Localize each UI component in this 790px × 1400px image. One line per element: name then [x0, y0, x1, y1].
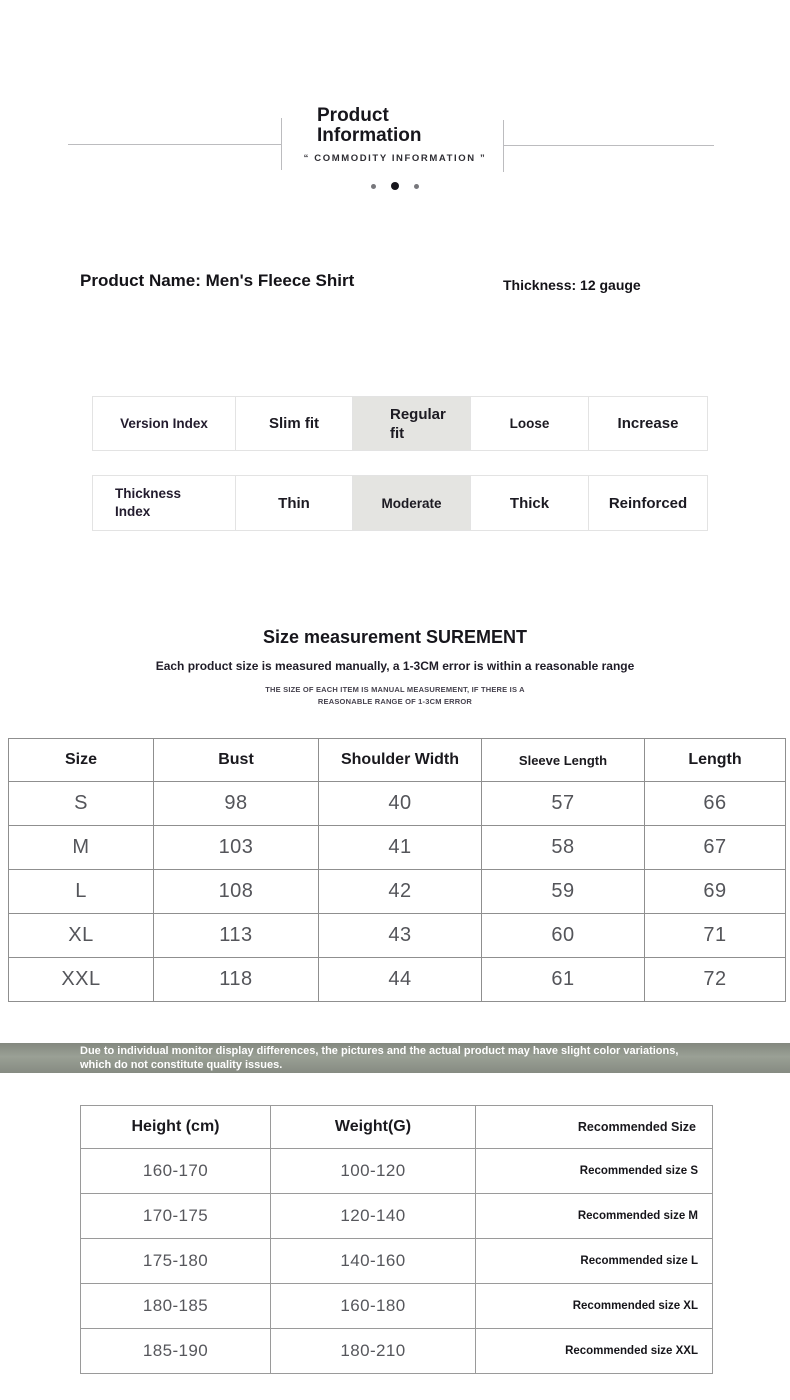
size-table-header-sleeve: Sleeve Length [482, 739, 645, 782]
size-cell: L [9, 870, 154, 914]
recommend-row-xl [81, 1284, 713, 1329]
size-cell: 71 [645, 914, 786, 958]
size-table-header-size: Size [9, 739, 154, 782]
size-section-note-line1: THE SIZE OF EACH ITEM IS MANUAL MEASUREMENT, IF THERE IS A [265, 685, 525, 694]
size-table-row-l [9, 870, 786, 914]
recommend-row-m [81, 1194, 713, 1239]
size-cell: 58 [482, 826, 645, 870]
size-section-subtitle: Each product size is measured manually, a 1-3CM error is within a reasonable range [155, 659, 635, 673]
size-cell: 42 [319, 870, 482, 914]
thickness-index-label: Thickness Index [92, 475, 236, 531]
recommend-table-header-row [81, 1106, 713, 1149]
size-section-note [0, 684, 790, 708]
size-table-header-bust: Bust [154, 739, 319, 782]
size-cell: 44 [319, 958, 482, 1002]
size-cell: 66 [645, 782, 786, 826]
size-cell: 61 [482, 958, 645, 1002]
title-left-rule [68, 144, 281, 145]
recommend-cell: 160-170 [81, 1149, 271, 1194]
page-title-line2: Information [317, 125, 422, 146]
size-cell: 43 [319, 914, 482, 958]
size-cell: 59 [482, 870, 645, 914]
thickness-option-moderate-selected: Moderate [352, 475, 471, 531]
recommend-cell: 100-120 [271, 1149, 476, 1194]
size-cell: 67 [645, 826, 786, 870]
size-table-header-shoulder: Shoulder Width [319, 739, 482, 782]
fit-option-regular-selected: Regular fit [352, 396, 471, 451]
product-name: Product Name: Men's Fleece Shirt [80, 271, 355, 290]
size-cell: 118 [154, 958, 319, 1002]
size-section-title: Size measurement SUREMENT [262, 627, 528, 647]
recommend-header-size: Recommended Size [476, 1106, 713, 1149]
fit-option-slim: Slim fit [235, 396, 353, 451]
size-cell: 108 [154, 870, 319, 914]
size-cell: 113 [154, 914, 319, 958]
fit-option-loose: Loose [470, 396, 589, 451]
recommend-cell: Recommended size S [476, 1149, 713, 1194]
size-cell: 57 [482, 782, 645, 826]
page-title-line1: Product [317, 105, 389, 126]
size-cell: S [9, 782, 154, 826]
size-cell: XXL [9, 958, 154, 1002]
carousel-dot-active[interactable] [391, 182, 399, 190]
recommend-cell: 185-190 [81, 1329, 271, 1374]
recommend-cell: 120-140 [271, 1194, 476, 1239]
product-thickness: Thickness: 12 gauge [503, 277, 641, 293]
size-cell: 98 [154, 782, 319, 826]
version-index-label: Version Index [92, 396, 236, 451]
carousel-dot[interactable] [371, 184, 376, 189]
recommend-header-weight: Weight(G) [271, 1106, 476, 1149]
recommend-header-height: Height (cm) [81, 1106, 271, 1149]
recommend-cell: 140-160 [271, 1239, 476, 1284]
recommend-row-s [81, 1149, 713, 1194]
thickness-option-thick: Thick [470, 475, 589, 531]
recommend-cell: Recommended size L [476, 1239, 713, 1284]
recommend-table [80, 1105, 713, 1374]
recommend-cell: Recommended size XXL [476, 1329, 713, 1374]
carousel-dot[interactable] [414, 184, 419, 189]
recommend-row-l [81, 1239, 713, 1284]
recommend-cell: 180-185 [81, 1284, 271, 1329]
size-table-row-s [9, 782, 786, 826]
size-table-row-xl [9, 914, 786, 958]
page-title [317, 106, 517, 146]
size-table-row-xxl [9, 958, 786, 1002]
size-cell: 69 [645, 870, 786, 914]
thickness-index-table [92, 475, 708, 531]
recommend-cell: 160-180 [271, 1284, 476, 1329]
color-disclaimer-banner: Due to individual monitor display differences, the pictures and the actual product may have slight color variations, which do not constitute quality issues. [0, 1043, 790, 1073]
size-cell: 60 [482, 914, 645, 958]
recommend-cell: 180-210 [271, 1329, 476, 1374]
size-table [8, 738, 786, 1002]
size-table-header-length: Length [645, 739, 786, 782]
recommend-cell: Recommended size M [476, 1194, 713, 1239]
size-cell: XL [9, 914, 154, 958]
size-cell: 72 [645, 958, 786, 1002]
size-table-row-m [9, 826, 786, 870]
page-subtitle: “ COMMODITY INFORMATION ” [303, 153, 487, 164]
fit-option-increase: Increase [588, 396, 708, 451]
size-cell: M [9, 826, 154, 870]
size-section-note-line2: REASONABLE RANGE OF 1-3CM ERROR [317, 697, 473, 706]
recommend-cell: 175-180 [81, 1239, 271, 1284]
size-table-header-row [9, 739, 786, 782]
title-left-tick [281, 118, 282, 170]
size-cell: 103 [154, 826, 319, 870]
recommend-row-xxl [81, 1329, 713, 1374]
version-index-table [92, 396, 708, 451]
size-cell: 41 [319, 826, 482, 870]
thickness-option-reinforced: Reinforced [588, 475, 708, 531]
thickness-option-thin: Thin [235, 475, 353, 531]
carousel-indicator [0, 181, 790, 191]
recommend-cell: Recommended size XL [476, 1284, 713, 1329]
title-right-rule [503, 145, 714, 146]
recommend-cell: 170-175 [81, 1194, 271, 1239]
size-cell: 40 [319, 782, 482, 826]
